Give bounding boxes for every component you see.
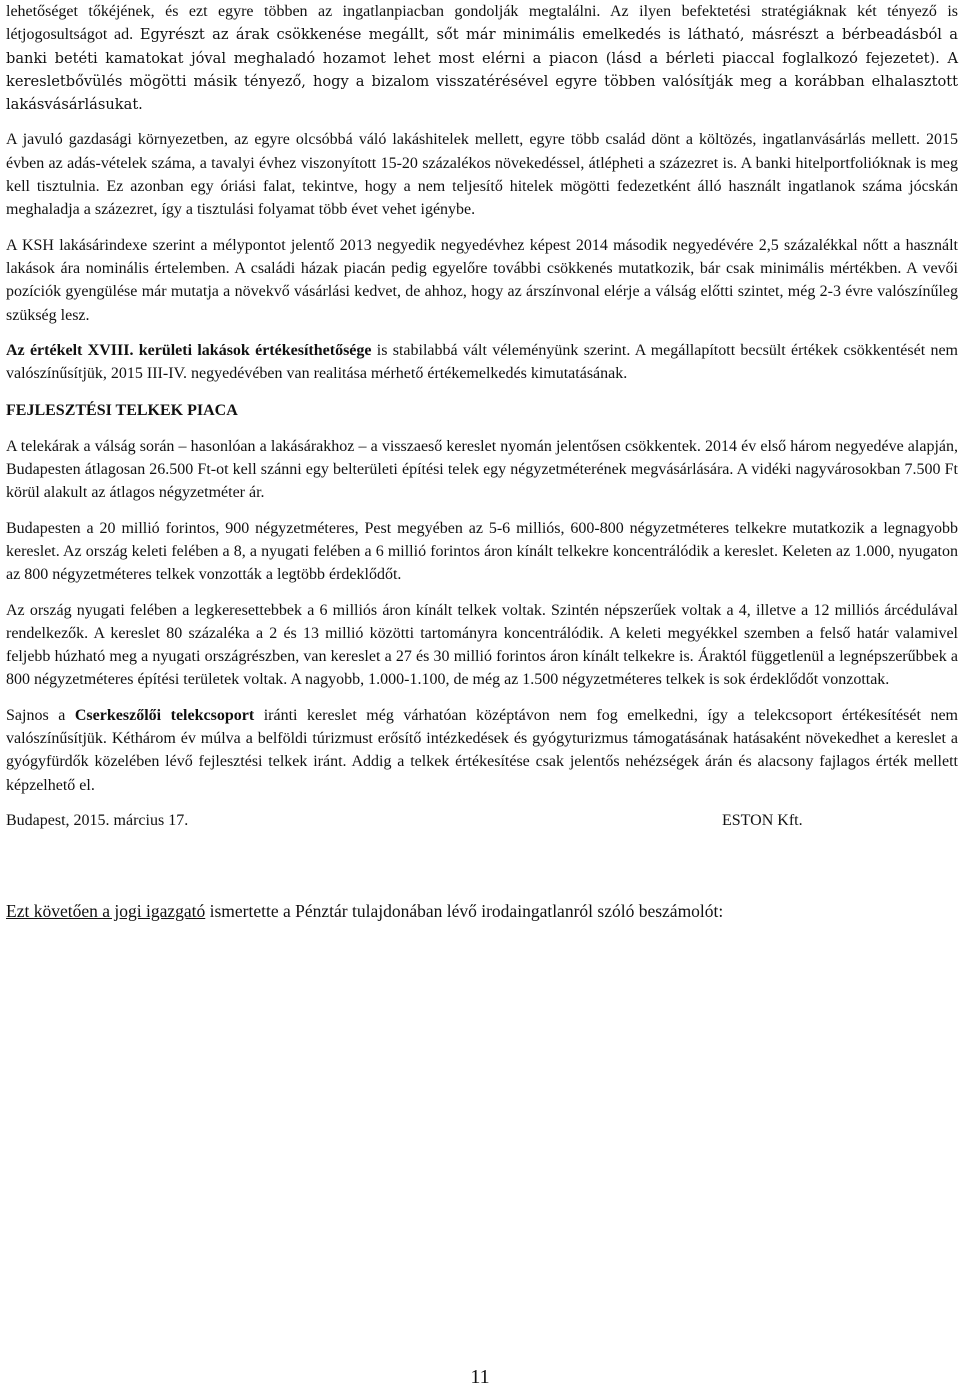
document-page	[6, 0, 958, 923]
paragraph-5: A telekárak a válság során – hasonlóan a lakásárakhoz – a visszaeső kereslet nyomán jelentősen csökkentek. 2014 év első három negyedéve alapján, Budapesten átlagosan 26.500 Ft-ot kell szánni egy belterületi építési telek egy négyzetméterének megvásárlására. A vidéki nagyvárosokban 7.500 Ft körül alakult az átlagos négyzetméter ár.	[6, 437, 958, 502]
paragraph-8-prefix: Sajnos a	[6, 706, 75, 724]
paragraph-1-part-a: lehetőséget tőkéjének, és ezt egyre többen az ingatlanpiacban gondolják megtalálni. Az ilyen befektetési stratégiáknak két tényező is létjogosultságot ad.	[6, 3, 958, 44]
closing-underlined-text: Ezt követően a jogi igazgató	[6, 900, 206, 921]
section-heading: FEJLESZTÉSI TELKEK PIACA	[6, 402, 238, 420]
paragraph-1	[6, 0, 958, 116]
paragraph-4	[6, 339, 958, 386]
signature-place-date: Budapest, 2015. március 17.	[6, 811, 189, 829]
paragraph-2: A javuló gazdasági környezetben, az egyre olcsóbbá váló lakáshitelek mellett, egyre több család dönt a költözés, ingatlanvásárlás mellett. 2015 évben az adás-vételek száma, a tavalyi évhez viszonyított 15-20 százalékos növekedéssel, átlépheti a százezret is. A banki hitelportfolióknak is meg kell tisztulnia. Ez azonban egy óriási falat, tekintve, hogy a nem teljesítő hitelek mögötti fedezetként álló használt ingatlanok száma jócskán meghaladja a százezret, így a tisztulási folyamat több évet vehet igénybe.	[6, 131, 958, 219]
paragraph-3: A KSH lakásárindexe szerint a mélypontot jelentő 2013 negyedik negyedévhez képest 2014 második negyedévére 2,5 százalékkal nőtt a használt lakások ára nominális értelemben. A családi házak piacán pedig egyelőre további csökkenés mutatkozik, bár csak minimális mértékben. A vevői pozíciók gyengülése már mutatja a növekvő vásárlási kedvet, de ahhoz, hogy az árszínvonal elérje a válság előtti szintet, még 2-3 évre valószínűleg szükség lesz.	[6, 236, 958, 324]
closing-rest-text: ismertette a Pénztár tulajdonában lévő irodaingatlanról szóló beszámolót:	[205, 900, 724, 921]
paragraph-8	[6, 704, 958, 797]
closing-line	[6, 899, 958, 923]
paragraph-6: Budapesten a 20 millió forintos, 900 négyzetméteres, Pest megyében az 5-6 milliós, 600-800 négyzetméteres telkekre mutatkozik a legnagyobb kereslet. Az ország keleti felében a 8, a nyugati felében a 6 millió forintos áron kínált telkekre koncentrálódik a kereslet. Keleten az 1.000, nyugaton az 800 négyzetméteres telkek vonzották a legtöbb érdeklődőt.	[6, 519, 958, 584]
signature-company: ESTON Kft.	[722, 811, 803, 829]
page-number: 11	[470, 1366, 490, 1388]
paragraph-8-bold: Cserkeszőlői telekcsoport	[74, 706, 255, 724]
paragraph-7: Az ország nyugati felében a legkeresettebbek a 6 milliós áron kínált telkek voltak. Szintén népszerűek voltak a 4, illetve a 12 milliós árcédulával rendelkezők. A kereslet 80 százaléka a 2 és 13 millió közötti tartományra koncentrálódik. A keleti megyékkel szemben a felső határ valamivel feljebb húzható meg a nyugati országrészben, van kereslet a 27 és 30 millió forintos áron kínált telkekre is. Áraktól függetlenül a legnépszerűbbek a 800 négyzetméteres építési területek voltak. A nagyobb, 1.000-1.100, de még az 1.500 négyzetméteres telkek is sok érdeklődőt vonzottak.	[6, 601, 958, 689]
paragraph-1-part-b: Egyrészt az árak csökkenése megállt, sőt már minimális emelkedés is látható, másrészt a bérbeadásból a banki betéti kamatokat jóval meghaladó hozamot lehet most elérni a piacon (lásd a bérleti piaccal foglalkozó fejezetet). A keresletbővülés mögötti másik tényező, hogy a bizalom visszatérésével egyre többen valósítják meg a korábban elhalasztott lakásvásárlásukat.	[6, 26, 958, 114]
paragraph-4-bold: Az értékelt XVIII. kerületi lakások értékesíthetősége	[6, 341, 372, 359]
paragraph-8-rest: iránti kereslet még várhatóan középtávon nem fog emelkedni, így a telekcsoport értékesítését nem valószínűsítjük. Kéthárom év múlva a belföldi túrizmust erősítő intézkedések és gyógyturizmus támogatásának hatásaként növekedhet a kereslet a gyógyfürdők közelében lévő fejlesztési telkek iránt. Addig a telkek értékesítése csak jelentős nehézségek árán és alacsony fajlagos érték mellett képzelhető el.	[6, 706, 959, 794]
paragraph-4-rest: is stabilabbá vált véleményünk szerint. A megállapított becsült értékek csökkentését nem valószínűsítjük, 2015 III-IV. negyedévében van realitása mérhető értékemelkedés kimutatásának.	[6, 341, 959, 383]
signature-row	[6, 809, 958, 833]
